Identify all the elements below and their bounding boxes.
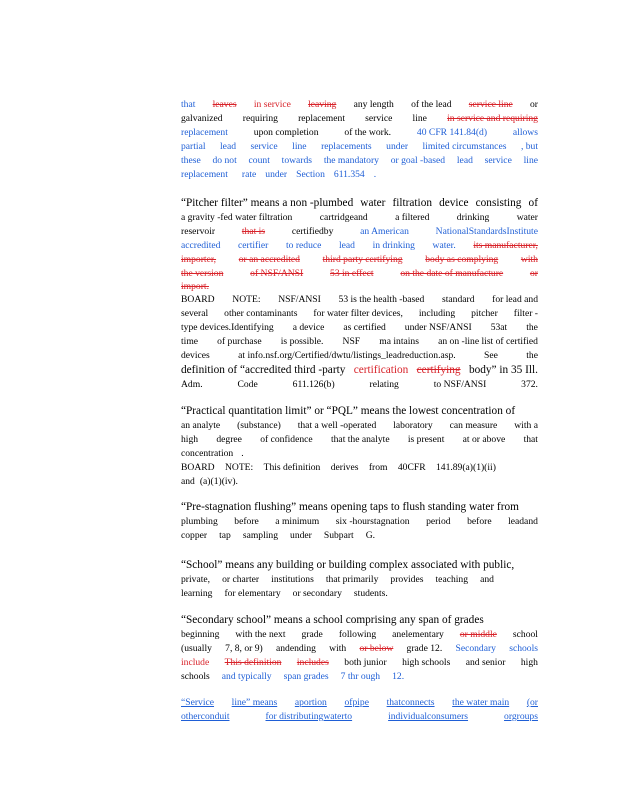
text-run: six -hourstagnation	[335, 516, 410, 527]
deleted-text: in service and requiring	[447, 113, 538, 124]
inserted-text: lead	[220, 141, 236, 152]
text-run: an analyte	[181, 420, 221, 431]
text-line	[181, 211, 538, 225]
text-run: derives	[330, 462, 359, 473]
text-run: the	[526, 322, 538, 333]
deleted-text: import.	[181, 281, 209, 292]
inserted-text: limited circumstances	[422, 141, 507, 152]
text-line	[181, 168, 538, 182]
text-run: plumbing	[181, 516, 218, 527]
text-run: BOARD	[181, 462, 215, 473]
inserted-text: replacement	[181, 127, 228, 138]
text-run: “Pitcher filter” means a non -plumbed	[181, 197, 354, 209]
text-line	[181, 267, 538, 281]
text-run: standard	[441, 294, 475, 305]
inserted-text: Section	[296, 169, 325, 180]
text-run: Adm.	[181, 379, 203, 390]
text-line	[181, 196, 538, 210]
deleted-text: 53 in effect	[330, 268, 374, 279]
text-run: for water filter devices,	[313, 308, 403, 319]
text-run: of purchase	[217, 336, 262, 347]
text-line	[181, 573, 538, 587]
inserted-text: 7 thr ough	[340, 671, 381, 682]
text-run: cartridgeand	[319, 212, 368, 223]
text-run: degree	[216, 434, 242, 445]
text-line	[181, 378, 538, 392]
text-run: requiring	[242, 113, 278, 124]
text-run: relating	[369, 379, 399, 390]
inserted-text: line	[523, 155, 538, 166]
text-run: See	[484, 350, 498, 361]
text-run: for lead and	[492, 294, 538, 305]
inserted-text: NationalStandardsInstitute	[435, 226, 538, 237]
inserted-text: under	[265, 169, 288, 180]
text-run: that	[523, 434, 538, 445]
text-run: (substance)	[237, 420, 281, 431]
inserted-text: do not	[212, 155, 237, 166]
deleted-text: leaving	[308, 99, 337, 110]
text-run: (usually	[181, 643, 212, 654]
text-line	[181, 419, 538, 433]
text-run: upon completion	[253, 127, 319, 138]
text-run: to NSF/ANSI	[433, 379, 487, 390]
deleted-text: third party certifying	[322, 254, 403, 265]
text-run: from	[368, 462, 388, 473]
inserted-text: , but	[520, 141, 538, 152]
text-run: as certified	[343, 322, 386, 333]
text-line	[181, 529, 538, 543]
inserted-text: ofpipe	[344, 697, 369, 708]
inserted-text: to reduce	[285, 240, 322, 251]
text-line	[181, 98, 538, 112]
inserted-text: individualconsumers	[388, 711, 469, 722]
deleted-text: or an accredited	[238, 254, 300, 265]
text-run: anelementary	[392, 629, 444, 640]
text-run: andending	[275, 643, 316, 654]
text-run: teaching	[435, 574, 469, 585]
text-run: high	[181, 434, 199, 445]
text-run: of the work.	[344, 127, 392, 138]
text-run: BOARD	[181, 294, 215, 305]
text-run: institutions	[271, 574, 314, 585]
text-line	[181, 587, 538, 601]
text-run: the	[526, 350, 538, 361]
inserted-text: these	[181, 155, 201, 166]
text-line	[181, 613, 538, 627]
text-run: of	[528, 197, 538, 209]
text-run: or secondary	[292, 588, 342, 599]
text-run: a filtered	[395, 212, 430, 223]
text-run: period	[426, 516, 451, 527]
text-run: following	[338, 629, 377, 640]
inserted-text: under	[386, 141, 409, 152]
text-run: of the lead	[411, 99, 452, 110]
inserted-text: certifier	[238, 240, 269, 251]
text-run: “Practical quantitation limit” or “PQL” means the lowest concentration of	[181, 405, 516, 417]
text-run: time	[181, 336, 199, 347]
text-run: NOTE:	[232, 294, 261, 305]
text-run: line	[412, 113, 427, 124]
inserted-text: .	[373, 169, 377, 180]
inserted-text: in service	[253, 99, 291, 110]
inserted-text: orgroups	[504, 711, 538, 722]
text-line	[181, 280, 538, 294]
text-run: both junior	[344, 657, 387, 668]
text-run: that the analyte	[330, 434, 390, 445]
text-run: “Pre-stagnation flushing” means opening taps to flush standing water from	[181, 501, 519, 513]
text-line	[181, 154, 538, 168]
text-line	[181, 558, 538, 572]
inserted-text: thatconnects	[386, 697, 435, 708]
text-run: under NSF/ANSI	[404, 322, 472, 333]
inserted-text: replacement	[181, 169, 228, 180]
text-line	[181, 500, 538, 514]
deleted-text: includes	[296, 657, 329, 668]
inserted-text: lead	[339, 240, 355, 251]
text-run: tap	[219, 530, 231, 541]
text-run: an on -line list of certified	[438, 336, 538, 347]
text-line	[181, 293, 538, 307]
inserted-text: that	[181, 99, 196, 110]
text-line	[181, 349, 538, 363]
text-run: G.	[365, 530, 376, 541]
text-line	[181, 335, 538, 349]
text-run: including	[418, 308, 456, 319]
deleted-text: importer,	[181, 254, 217, 265]
inserted-text: Secondary	[455, 643, 496, 654]
nsf-url-link[interactable]: at info.nsf.org/Certified/dwtu/listings_leadreduction.asp.	[238, 350, 456, 361]
text-run: with	[329, 643, 347, 654]
deleted-text: or middle	[459, 629, 497, 640]
text-line	[181, 112, 538, 126]
inserted-text: the water main	[452, 697, 510, 708]
deleted-text: leaves	[212, 99, 237, 110]
text-run: NSF	[342, 336, 361, 347]
text-line	[181, 140, 538, 154]
deleted-text: with	[520, 254, 538, 265]
text-run: before	[234, 516, 259, 527]
text-run: or charter	[222, 574, 260, 585]
text-run: 40CFR	[397, 462, 426, 473]
text-run: a device	[292, 322, 325, 333]
text-run: water	[516, 212, 538, 223]
text-run: “Secondary school” means a school comprising any span of grades	[181, 614, 484, 626]
text-run: high	[520, 657, 538, 668]
text-run: learning	[181, 588, 213, 599]
text-run: 141.89(a)(1)(ii)	[435, 462, 496, 473]
text-line	[181, 642, 538, 656]
text-line	[181, 656, 538, 670]
deleted-text: service line	[468, 99, 513, 110]
text-line	[181, 126, 538, 140]
text-run: certifiedby	[291, 226, 334, 237]
text-line	[181, 253, 538, 267]
inserted-text: water.	[432, 240, 456, 251]
text-run: is possible.	[280, 336, 324, 347]
text-line	[181, 461, 538, 475]
inserted-text: “Service	[181, 697, 215, 708]
inserted-text: (or	[526, 697, 538, 708]
text-run: beginning	[181, 629, 220, 640]
inserted-text: rate	[241, 169, 257, 180]
text-run: grade 12.	[406, 643, 443, 654]
text-run: .	[241, 448, 244, 459]
text-line	[181, 710, 538, 724]
inserted-text: in drinking	[372, 240, 415, 251]
inserted-text: an American	[360, 226, 409, 237]
text-run: “School” means any building or building complex associated with public,	[181, 559, 515, 571]
text-run: filtration	[392, 197, 432, 209]
text-run: private,	[181, 574, 211, 585]
inserted-text: include	[181, 657, 210, 668]
inserted-text: replacements	[321, 141, 372, 152]
deleted-text: body as complying	[425, 254, 499, 265]
text-run: 53at	[490, 322, 508, 333]
inserted-text: certification	[353, 364, 409, 376]
text-run: concentration	[181, 448, 234, 459]
text-line	[181, 404, 538, 418]
text-run: 7, 8, or 9)	[225, 643, 263, 654]
text-run: is present	[407, 434, 445, 445]
text-run: (a)(1)(iv).	[199, 476, 238, 487]
inserted-text: and typically	[221, 671, 272, 682]
inserted-text: partial	[181, 141, 206, 152]
text-run: type devices.Identifying	[181, 322, 274, 333]
text-run: other contaminants	[224, 308, 298, 319]
text-run: 53 is the health -based	[338, 294, 425, 305]
text-run: can measure	[449, 420, 498, 431]
inserted-text: lead	[456, 155, 473, 166]
text-run: definition of “accredited third -party	[181, 364, 346, 376]
inserted-text: count	[248, 155, 270, 166]
deleted-text: or	[529, 268, 538, 279]
inserted-text: line	[292, 141, 307, 152]
text-run: for elementary	[224, 588, 281, 599]
text-run: NOTE:	[224, 462, 254, 473]
text-line	[181, 225, 538, 239]
text-run: replacement	[298, 113, 345, 124]
text-run: several	[181, 308, 209, 319]
inserted-text: accredited	[181, 240, 221, 251]
text-run: leadand	[508, 516, 538, 527]
text-line	[181, 628, 538, 642]
text-run: any length	[353, 99, 394, 110]
text-run: high schools	[402, 657, 451, 668]
text-run: that a well -operated	[297, 420, 377, 431]
text-line	[181, 307, 538, 321]
inserted-text: or goal -based	[390, 155, 446, 166]
text-line	[181, 363, 538, 377]
inserted-text: 40 CFR 141.84(d)	[416, 127, 488, 138]
text-run: device	[439, 197, 469, 209]
deleted-text: on the date of manufacture	[400, 268, 504, 279]
text-line	[181, 696, 538, 710]
text-run: with the next	[235, 629, 286, 640]
text-run: a minimum	[275, 516, 320, 527]
inserted-text: for distributingwaterto	[265, 711, 353, 722]
deleted-text: or below	[359, 643, 394, 654]
inserted-text: 12.	[392, 671, 405, 682]
text-run: ma intains	[379, 336, 419, 347]
text-run: body” in 35 Ill.	[468, 364, 538, 376]
deleted-text: that is	[241, 226, 266, 237]
text-run: reservoir	[181, 226, 216, 237]
text-run: that primarily	[325, 574, 379, 585]
text-run: at or above	[462, 434, 506, 445]
text-line	[181, 433, 538, 447]
text-run: filter -	[513, 308, 538, 319]
text-run: students.	[353, 588, 388, 599]
text-run: laboratory	[393, 420, 433, 431]
inserted-text: service	[484, 155, 512, 166]
text-run: a gravity -fed water filtration	[181, 212, 293, 223]
text-run: sampling	[242, 530, 279, 541]
text-run: provides	[390, 574, 424, 585]
text-run: service	[365, 113, 393, 124]
text-run: with a	[514, 420, 538, 431]
text-run: drinking	[456, 212, 490, 223]
text-run: 611.126(b)	[292, 379, 335, 390]
text-line	[181, 475, 538, 489]
deleted-text: certifying	[416, 364, 461, 376]
text-run: schools	[181, 671, 210, 682]
text-line	[181, 239, 538, 253]
text-line	[181, 447, 538, 461]
text-run: and	[181, 476, 195, 487]
inserted-text: the mandatory	[323, 155, 379, 166]
inserted-text: otherconduit	[181, 711, 230, 722]
text-run: NSF/ANSI	[278, 294, 321, 305]
deleted-text: the version	[181, 268, 224, 279]
text-run: water	[360, 197, 386, 209]
deleted-text: its manufacturer,	[473, 240, 538, 251]
inserted-text: 611.354	[333, 169, 365, 180]
text-run: copper	[181, 530, 208, 541]
deleted-text: of NSF/ANSI	[250, 268, 304, 279]
inserted-text: schools	[509, 643, 538, 654]
text-run: pitcher	[471, 308, 498, 319]
deleted-text: This definition	[224, 657, 282, 668]
text-run: or	[529, 99, 538, 110]
text-line	[181, 670, 538, 684]
text-run: 372.	[521, 379, 538, 390]
text-run: devices	[181, 350, 210, 361]
inserted-text: line” means	[231, 697, 278, 708]
inserted-text: towards	[281, 155, 313, 166]
text-line	[181, 321, 538, 335]
text-run: of confidence	[260, 434, 313, 445]
text-run: Code	[237, 379, 258, 390]
text-run: Subpart	[323, 530, 354, 541]
inserted-text: span grades	[283, 671, 329, 682]
text-run: galvanized	[181, 113, 223, 124]
text-run: This definition	[263, 462, 321, 473]
text-run: school	[512, 629, 538, 640]
text-run: and	[480, 574, 494, 585]
text-run: and senior	[465, 657, 506, 668]
text-run: grade	[301, 629, 323, 640]
text-run: under	[290, 530, 312, 541]
text-run: consisting	[475, 197, 522, 209]
inserted-text: aportion	[294, 697, 327, 708]
text-run: before	[467, 516, 492, 527]
inserted-text: allows	[512, 127, 538, 138]
text-line	[181, 515, 538, 529]
inserted-text: service	[250, 141, 278, 152]
